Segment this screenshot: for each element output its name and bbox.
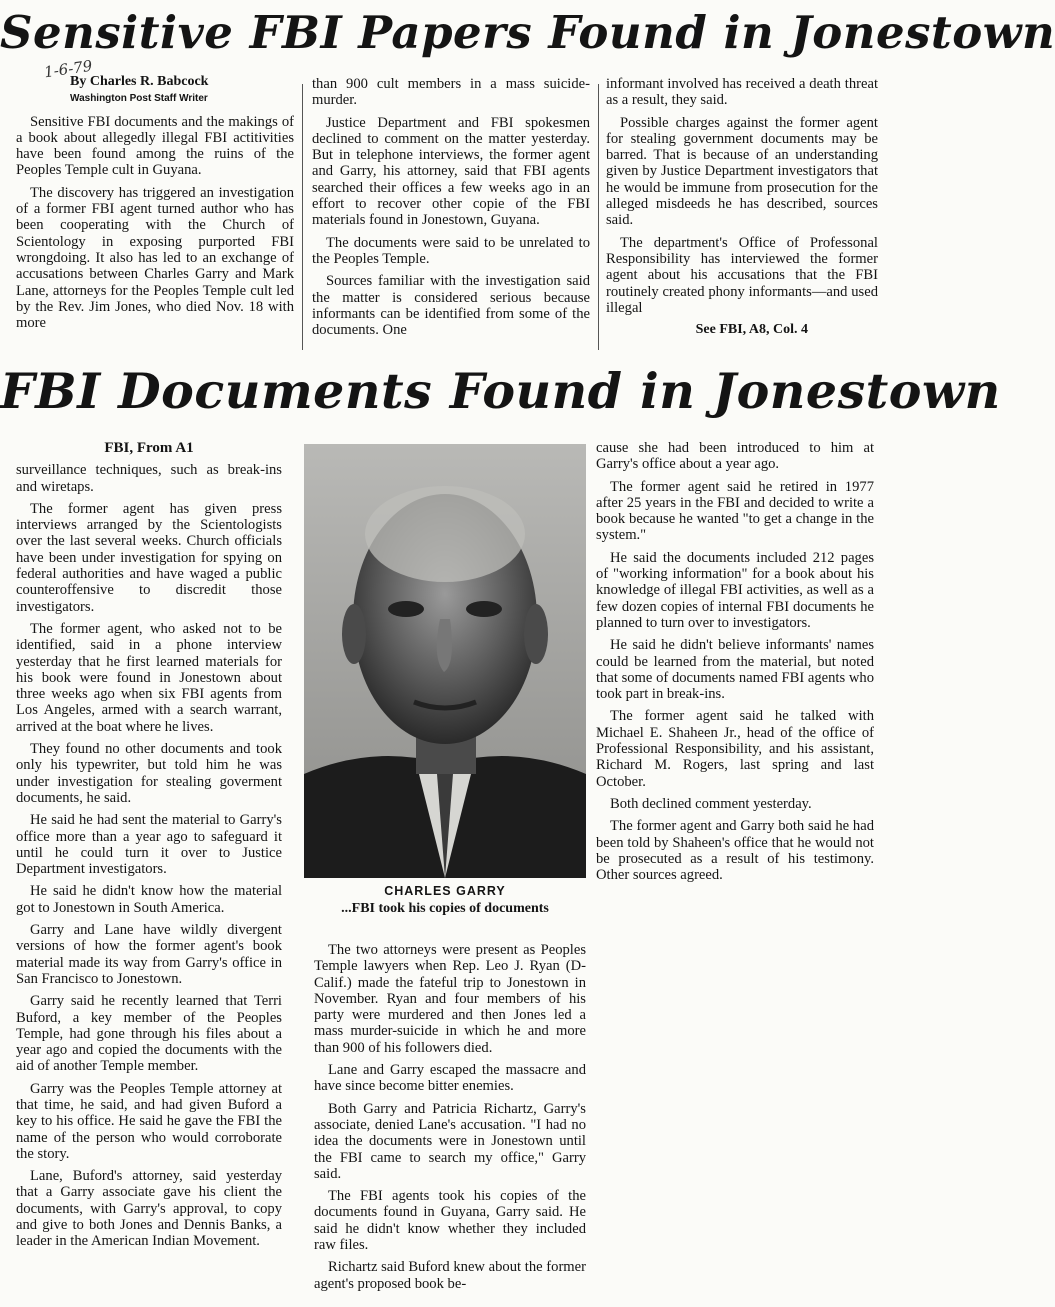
top-column-2 [312, 76, 590, 344]
top-column-1 [16, 74, 294, 337]
photo-caption-name: CHARLES GARRY [384, 884, 506, 898]
byline: By Charles R. Babcock [70, 74, 209, 89]
cont-column-3 [596, 440, 874, 889]
paragraph: cause she had been introduced to him at Garry's office about a year ago. [596, 440, 874, 473]
jump-head: FBI, From A1 [104, 440, 194, 456]
paragraph: He said he didn't know how the material got to Jonestown in South America. [16, 883, 282, 916]
paragraph: Lane and Garry escaped the massacre and have since become bitter enemies. [314, 1062, 586, 1095]
paragraph: Richartz said Buford knew about the former agent's proposed book be- [314, 1259, 586, 1292]
paragraph: The former agent said he retired in 1977 after 25 years in the FBI and decided to write a book because he wanted "to get a change in the system." [596, 478, 874, 544]
column-rule [302, 84, 303, 350]
cont-column-2 [314, 942, 586, 1298]
paragraph: Sources familiar with the investigation said the matter is considered serious because informants can be identified from some of the documents. One [312, 273, 590, 339]
paragraph: The department's Office of Professonal Responsibility has interviewed the former agent about his accusations that the FBI routinely created phony informants—and used illegal [606, 234, 878, 316]
paragraph: Justice Department and FBI spokesmen declined to comment on the matter yesterday. But in telephone interviews, the former agent and Garry, his attorney, said that FBI agents searched their offices a few weeks ago in an effort to recover other copie of the FBI materials found in Jonestown, Guyana. [312, 114, 590, 229]
staff-line: Washington Post Staff Writer [70, 93, 208, 105]
handwritten-date: 1-6-79 [42, 56, 94, 82]
paragraph: The two attorneys were present as Peoples Temple lawyers when Rep. Leo J. Ryan (D-Calif.) made the fateful trip to Jonestown in November. Ryan and four members of his party were murdered and then Jones led a mass murder-suicide in which he and more than 900 of his followers died. [314, 942, 586, 1056]
paragraph: The former agent and Garry both said he had been told by Shaheen's office that he would not be prosecuted as a result of his testimony. Other sources agreed. [596, 818, 874, 884]
paragraph: Both declined comment yesterday. [610, 795, 812, 812]
paragraph: Garry and Lane have wildly divergent versions of how the former agent's book material made its way from Garry's office in San Francisco to Jonestown. [16, 922, 282, 987]
paragraph: Possible charges against the former agent for stealing government documents may be barred. That is because of an understanding given by Justice Department investigators that he would be immune from prosecution for the alleged misdeeds he has described, sources said. [606, 114, 878, 229]
paragraph: The documents were said to be unrelated to the Peoples Temple. [312, 234, 590, 267]
column-rule [598, 84, 599, 350]
paragraph: Sensitive FBI documents and the makings of a book about allegedly illegal FBI actitivities have been found among the ruins of the Peoples Temple cult in Guyana. [16, 113, 294, 179]
paragraph: surveillance techniques, such as break-ins and wiretaps. [16, 462, 282, 495]
portrait-image [304, 444, 586, 878]
paragraph: Lane, Buford's attorney, said yesterday that a Garry associate gave his client the documents, with Garry's approval, to copy and give to both Jones and Dennis Banks, a leader in the American Indian Movement. [16, 1168, 282, 1250]
paragraph: The discovery has triggered an investigation of a former FBI agent turned author who has been cooperating with the Church of Scientology in exposing purported FBI wrongdoing. It also has led to an exchange of accusations between Charles Garry and Mark Lane, attorneys for the Peoples Temple cult led by the Rev. Jim Jones, who died Nov. 18 with more [16, 184, 294, 332]
paragraph: The former agent, who asked not to be identified, said in a phone interview yesterday that he first learned materials for his book were found in Jonestown about three weeks ago when six FBI agents from Los Angeles, armed with a search warrant, arrived at the boat where he lives. [16, 620, 282, 735]
cont-column-1 [16, 440, 282, 1256]
paragraph: He said he didn't believe informants' names could be learned from the material, but noted that some of documents named FBI agents who took part in break-ins. [596, 637, 874, 703]
paragraph: The FBI agents took his copies of the documents found in Guyana, Garry said. He said he didn't know whether they included raw files. [314, 1188, 586, 1254]
charles-garry-photo [304, 444, 586, 878]
top-headline: Sensitive FBI Papers Found in Jonestown [0, 6, 1055, 59]
continuation-headline: FBI Documents Found in Jonestown [0, 362, 1001, 420]
paragraph: Garry was the Peoples Temple attorney at that time, he said, and had given Buford a key to his office. He said he gave the FBI the name of the person who would corroborate the story. [16, 1080, 282, 1162]
jump-line: See FBI, A8, Col. 4 [695, 322, 808, 338]
paragraph: Garry said he recently learned that Terri Buford, a key member of the Peoples Temple, had gone through his files about a year ago and copied the documents with the aid of another Temple member. [16, 993, 282, 1075]
top-column-3 [606, 76, 878, 338]
paragraph: He said the documents included 212 pages of "working information" for a book about his knowledge of illegal FBI activities, as well as a few dozen copies of internal FBI documents he planned to turn over to investigators. [596, 549, 874, 631]
paragraph: The former agent has given press interviews arranged by the Scientologists over the last several weeks. Church officials have been under investigation for spying on federal authorities and have waged a public counteroffensive to discredit those investigators. [16, 500, 282, 615]
paragraph: Both Garry and Patricia Richartz, Garry's associate, denied Lane's accusation. "I had no idea the documents were in Jonestown until the FBI came to search my office," Garry said. [314, 1100, 586, 1182]
paragraph: The former agent said he talked with Michael E. Shaheen Jr., head of the office of Professional Responsibility, and his assistant, Richard M. Rogers, last spring and last October. [596, 708, 874, 790]
paragraph: They found no other documents and took only his typewriter, but told him he was under investigation for stealing goverment documents, he said. [16, 741, 282, 806]
paragraph: than 900 cult members in a mass suicide-murder. [312, 76, 590, 109]
paragraph: informant involved has received a death threat as a result, they said. [606, 76, 878, 109]
photo-caption-text: ...FBI took his copies of documents [341, 901, 549, 916]
paragraph: He said he had sent the material to Garry's office more than a year ago to safeguard it until he could turn it over to Justice Department investigators. [16, 812, 282, 878]
